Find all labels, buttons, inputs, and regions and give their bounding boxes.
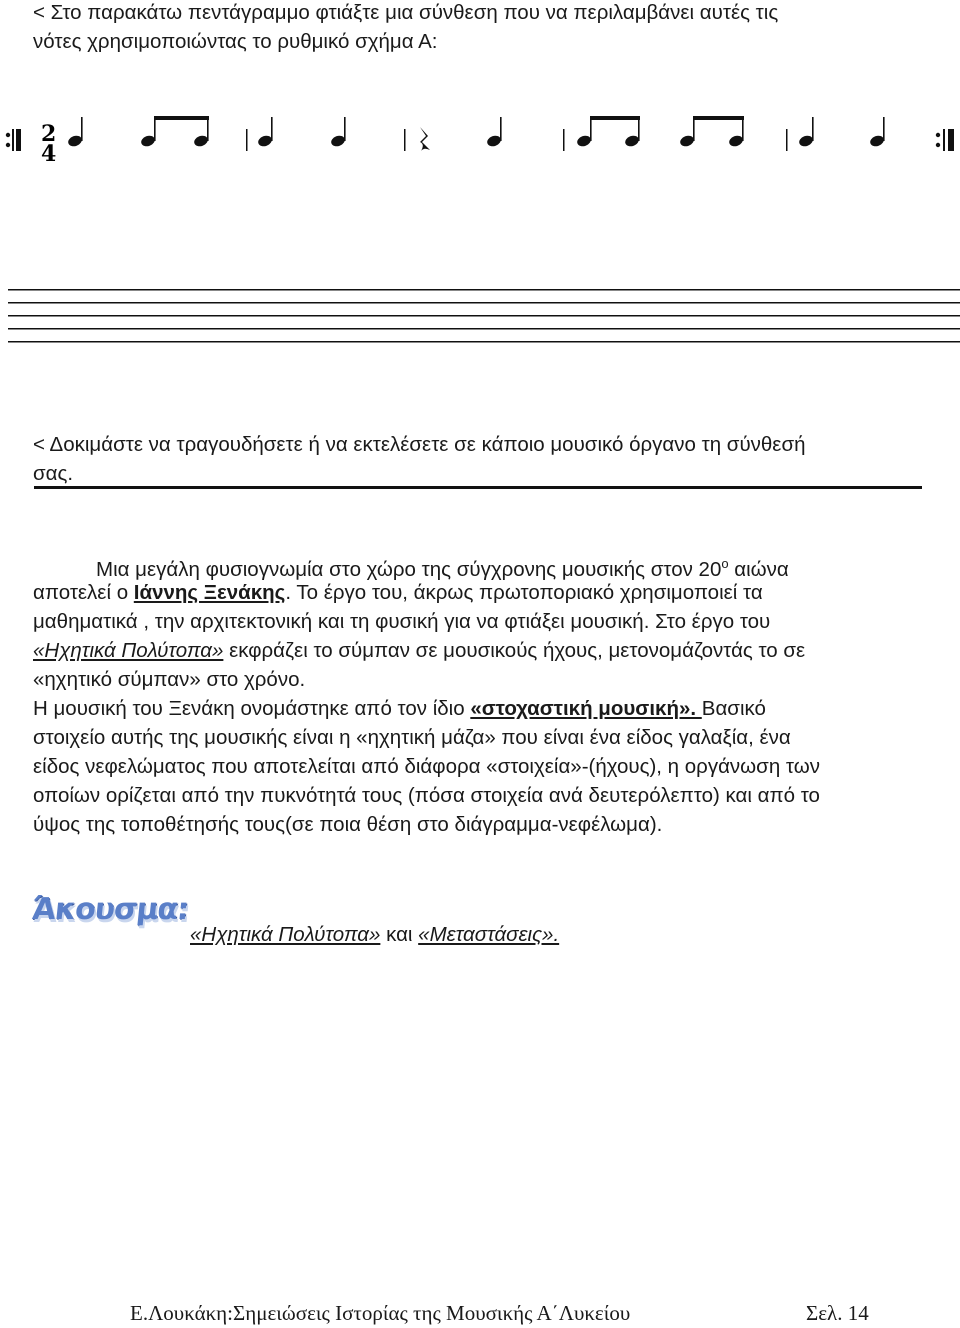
quarter-note (330, 117, 347, 148)
start-repeat-sign (6, 129, 21, 151)
eighth-note-pair (576, 116, 641, 148)
divider-line (34, 486, 922, 489)
time-signature-bottom: 4 (41, 141, 57, 167)
paragraph-line: μαθηματικά , την αρχιτεκτονική και τη φυσική για να φτιάξει μουσική. Στο έργο του (33, 610, 771, 633)
empty-staff (0, 282, 960, 352)
paragraph-line: οποίων ορίζεται από την πυκνότητά τους (πόσα στοιχεία ανά δευτερόλεπτο) και από το (33, 784, 820, 807)
listening-works: «Ηχητικά Πολύτοπα» και «Μεταστάσεις». (190, 923, 560, 946)
paragraph-line: «ηχητικό σύμπαν» στο χρόνο. (33, 668, 306, 691)
paragraph-line: είδος νεφελώματος που αποτελείται από διάφορα «στοιχεία»-(ήχους), η οργάνωση των (33, 755, 820, 778)
quarter-note (869, 117, 886, 148)
quarter-note (486, 117, 503, 148)
quarter-note (257, 117, 274, 148)
page-number: Σελ. 14 (806, 1301, 869, 1325)
time-signature-top: 2 (41, 121, 57, 147)
listening-logo: Άκουσμα: (30, 892, 190, 927)
quarter-note (798, 117, 815, 148)
instruction-line-4: σας. (33, 462, 74, 485)
paragraph-line: «Ηχητικά Πολύτοπα» εκφράζει το σύμπαν σε μουσικούς ήχους, μετονομάζοντάς το σε (33, 639, 806, 662)
eighth-note-pair (140, 116, 210, 148)
instruction-line-1: < Στο παρακάτω πεντάγραμμο φτιάξτε μια σύνθεση που να περιλαμβάνει αυτές τις (33, 1, 779, 24)
paragraph-line: Μια μεγάλη φυσιογνωμία στο χώρο της σύγχρονης μουσικής στον $20^o$ αιώνα (96, 556, 789, 581)
eighth-note-pair (679, 116, 745, 148)
paragraph-line: ύψος της τοποθέτησής τους(σε ποια θέση στο διάγραμμα-νεφέλωμα). (33, 813, 663, 836)
instruction-line-2: νότες χρησιμοποιώντας το ρυθμικό σχήμα Α: (33, 30, 438, 53)
quarter-note (67, 117, 84, 148)
barline (563, 129, 565, 151)
listening-work: «Μεταστάσεις». (418, 923, 560, 946)
barline (246, 129, 248, 151)
end-repeat-sign (936, 129, 954, 151)
stochastic-music-term: «στοχαστική μουσική». (470, 697, 702, 720)
paragraph-line: Η μουσική του Ξενάκη ονομάστηκε από τον ίδιο «στοχαστική μουσική». Βασικό (33, 697, 766, 720)
paragraph-line: αποτελεί ο Ιάννης Ξενάκης. Το έργο του, άκρως πρωτοποριακό χρησιμοποιεί τα (33, 581, 763, 604)
work-title: «Ηχητικά Πολύτοπα» (33, 639, 224, 662)
paragraph-line: στοιχείο αυτής της μουσικής είναι η «ηχητική μάζα» που είναι ένα είδος γαλαξία, ένα (33, 726, 791, 749)
instruction-line-3: < Δοκιμάστε να τραγουδήσετε ή να εκτελέσετε σε κάποιο μουσικό όργανο τη σύνθεσή (33, 433, 806, 456)
footer-text: Ε.Λουκάκη:Σημειώσεις Ιστορίας της Μουσικής Α΄Λυκείου (130, 1301, 631, 1325)
barline (404, 129, 406, 151)
listening-work: «Ηχητικά Πολύτοπα» (190, 923, 381, 946)
quarter-rest (420, 127, 430, 151)
rhythm-pattern-a (0, 100, 960, 180)
barline (786, 129, 788, 151)
composer-name: Ιάννης Ξενάκης (133, 581, 286, 604)
